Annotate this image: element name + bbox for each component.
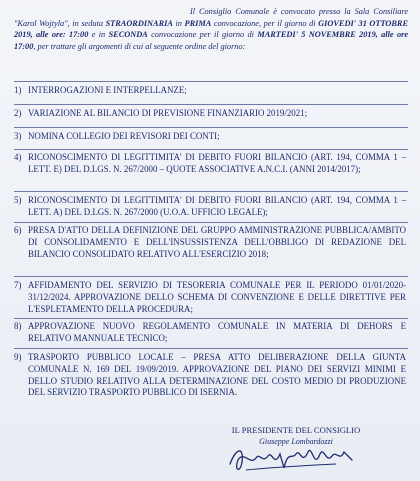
agenda-item [14,225,406,260]
session-type: STRAORDINARIA [105,18,173,28]
first-call-label: PRIMA [184,18,212,28]
item-number: 6) [14,225,22,235]
item-text: RICONOSCIMENTO DI LEGITTIMITA' DI DEBITO FUORI BILANCIO (ART. 194, COMMA 1 – LETT. E) DEL D.LGS. N. 267/2000 – QUOTE ASSOCIATIVE A.N.C.I. (ANNI 2014/2017); [28,152,406,174]
item-number: 5) [14,195,22,205]
divider [14,191,408,192]
item-text: APPROVAZIONE NUOVO REGOLAMENTO COMUNALE IN MATERIA DI DEHORS E RELATIVO MANNUALE TECNICO; [28,321,406,343]
handwritten-signature [226,440,356,476]
intro-text-6: , per trattare gli argomenti di cui al seguente ordine del giorno: [33,41,246,51]
convocation-paragraph [14,6,408,52]
agenda-item [14,352,406,399]
divider [14,127,408,128]
item-number: 4) [14,152,22,162]
item-number: 8) [14,321,22,331]
first-call-date: GIOVEDI' 31 OTTOBRE 2019, alle ore: 17:00 [14,18,408,40]
item-text: VARIAZIONE AL BILANCIO DI PREVISIONE FINANZIARIO 2019/2021; [28,108,308,118]
divider [14,318,408,319]
divider [14,149,408,150]
agenda-item [14,321,406,345]
agenda-item [14,85,406,97]
item-text: NOMINA COLLEGIO DEI REVISORI DEI CONTI; [28,131,220,141]
divider [14,276,408,277]
intro-text-2: in [172,18,185,28]
item-text: AFFIDAMENTO DEL SERVIZIO DI TESORERIA COMUNALE PER IL PERIODO 01/01/2020-31/12/2024. APPROVAZIONE DELLO SCHEMA DI CONVENZIONE E DELLE DIRETTIVE PER L'ESPLETAMENTO DELLA PROCEDURA; [28,280,406,314]
intro-text-4: e in [88,30,109,40]
divider [14,348,408,349]
item-text: TRASPORTO PUBBLICO LOCALE – PRESA ATTO DELIBERAZIONE DELLA GIUNTA COMUNALE N. 169 DEL 19/09/2019. APPROVAZIONE DEL PIANO DEI SERVIZI MINIMI E DELLO STUDIO RELATIVO ALLA DETERMINAZIONE DEL COSTO MEDIO DI PRODUZIONE DEL SERVIZIO TRASPORTO PUBBLICO DI ISERNIA. [28,352,406,398]
item-number: 2) [14,108,22,118]
item-text: INTERROGAZIONI E INTERPELLANZE; [28,85,187,95]
agenda-item [14,108,406,120]
second-call-date: MARTEDI' 5 NOVEMBRE 2019, alle ore 17:00 [14,30,409,51]
divider [14,222,408,223]
signer-name: Giuseppe Lombardozzi [259,437,333,446]
item-number: 9) [14,352,22,362]
item-number: 3) [14,131,22,141]
divider [14,81,408,82]
item-text: PRESA D'ATTO DELLA DEFINIZIONE DEL GRUPPO AMMINISTRAZIONE PUBBLICA/AMBITO DI CONSOLIDAMENTO E DELL'INSUSSISTENZA DELL'OBBLIGO DI REDAZIONE DEL BILANCIO CONSOLIDATO RELATIVO ALL'ESERCIZIO 2018; [28,225,406,259]
intro-text-1: Il Consiglio Comunale è convocato presso la Sala Consiliare "Karol Wojtyla", in seduta [14,7,408,28]
agenda-item [14,280,406,315]
item-number: 7) [14,280,22,290]
item-text: RICONOSCIMENTO DI LEGITTIMITA' DI DEBITO FUORI BILANCIO (ART. 194, COMMA 1 – LETT. A) DEL D.LGS. N. 267/2000 (U.O.A. UFFICIO LEGALE); [28,195,406,217]
agenda-item [14,152,406,176]
agenda-item [14,131,406,143]
item-number: 1) [14,85,22,95]
agenda-item [14,195,406,219]
intro-text-3: convocazione, per il giorno di [211,18,319,28]
signer-title: IL PRESIDENTE DEL CONSIGLIO [231,425,361,435]
second-call-label: SECONDA [108,30,148,40]
divider [14,104,408,105]
intro-text-5: convocazione per il giorno di [147,30,258,40]
